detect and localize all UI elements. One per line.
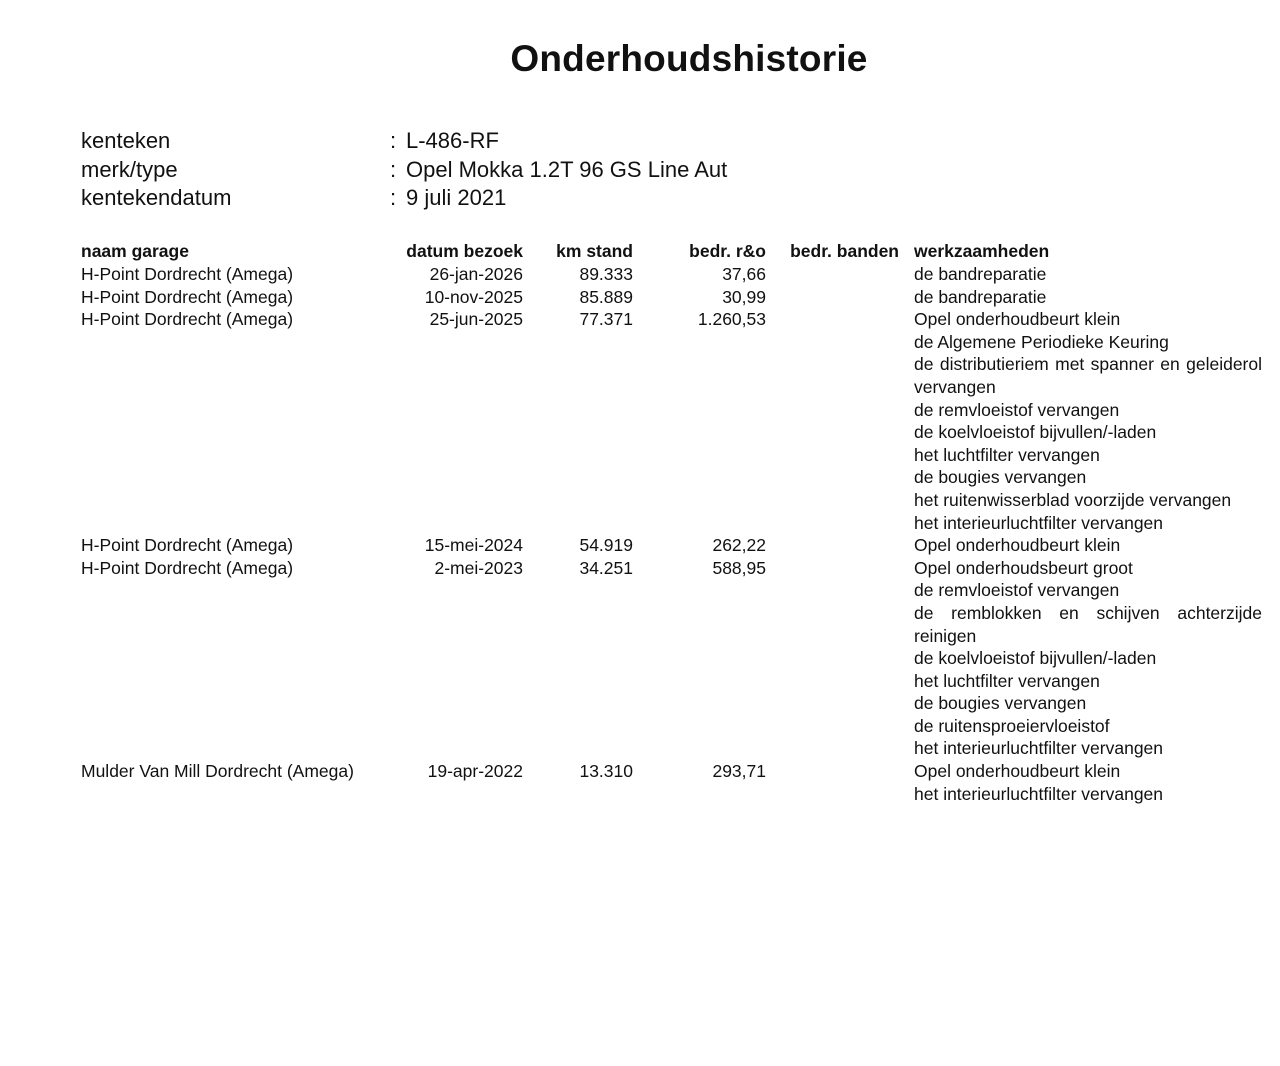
work-list <box>914 263 1262 286</box>
work-item: de bougies vervangen <box>914 693 1087 714</box>
date-cell: 26-jan-2026 <box>429 264 523 284</box>
table-row <box>0 308 1280 534</box>
garage-cell: H-Point Dordrecht (Amega) <box>81 264 294 284</box>
work-item: de remblokken en schijven achterzijde reinigen <box>914 602 1262 646</box>
work-item: de Algemene Periodieke Keuring <box>914 331 1169 352</box>
maintenance-table <box>0 240 1280 805</box>
table-body <box>0 263 1280 805</box>
work-item: Opel onderhoudsbeurt groot <box>914 557 1133 578</box>
work-item: het luchtfilter vervangen <box>914 670 1100 691</box>
work-item: de koelvloeistof bijvullen/-laden <box>914 648 1157 669</box>
header-ro-amount: bedr. r&o <box>689 241 766 261</box>
date-cell: 15-mei-2024 <box>424 535 523 556</box>
work-list <box>914 308 1262 534</box>
model-value: Opel Mokka 1.2T 96 GS Line Aut <box>406 156 728 182</box>
work-item: Opel onderhoudbeurt klein <box>914 761 1121 782</box>
header-date: datum bezoek <box>406 241 523 261</box>
garage-cell: H-Point Dordrecht (Amega) <box>81 309 294 330</box>
ro-amount-cell: 262,22 <box>712 535 766 556</box>
work-item: de distributieriem met spanner en geleiderol vervangen <box>914 354 1262 397</box>
header-work: werkzaamheden <box>914 241 1050 261</box>
work-list <box>914 557 1262 760</box>
header-tyres-amount: bedr. banden <box>790 241 899 261</box>
ro-amount-cell: 1.260,53 <box>697 309 766 330</box>
work-item: het ruitenwisserblad voorzijde vervangen <box>914 489 1232 510</box>
model-label: merk/type <box>81 156 178 182</box>
plate-label: kenteken <box>81 128 171 153</box>
ro-amount-cell: 588,95 <box>712 557 766 578</box>
work-item: de koelvloeistof bijvullen/-laden <box>914 422 1157 443</box>
km-cell: 89.333 <box>579 264 633 284</box>
work-list <box>914 760 1262 805</box>
registration-date-value: 9 juli 2021 <box>406 185 507 210</box>
work-item: de remvloeistof vervangen <box>914 580 1120 601</box>
work-item: het luchtfilter vervangen <box>914 444 1100 465</box>
header-km: km stand <box>556 241 633 261</box>
work-item: de bandreparatie <box>914 286 1047 307</box>
separator: : <box>390 128 397 153</box>
ro-amount-cell: 30,99 <box>722 286 766 307</box>
work-item: Opel onderhoudbeurt klein <box>914 535 1121 556</box>
km-cell: 85.889 <box>579 286 633 307</box>
table-row <box>0 557 1280 760</box>
garage-cell: H-Point Dordrecht (Amega) <box>81 557 294 578</box>
work-item: de bandreparatie <box>914 264 1047 284</box>
date-cell: 10-nov-2025 <box>424 286 523 307</box>
work-item: het interieurluchtfilter vervangen <box>914 783 1164 804</box>
work-item: het interieurluchtfilter vervangen <box>914 738 1164 759</box>
work-item: de remvloeistof vervangen <box>914 399 1120 420</box>
date-cell: 2-mei-2023 <box>434 557 523 578</box>
work-item: Opel onderhoudbeurt klein <box>914 309 1121 330</box>
km-cell: 13.310 <box>579 761 633 782</box>
registration-date-label: kentekendatum <box>81 185 232 210</box>
garage-cell: Mulder Van Mill Dordrecht (Amega) <box>81 761 354 782</box>
work-item: de ruitensproeiervloeistof <box>914 715 1110 736</box>
date-cell: 19-apr-2022 <box>427 761 523 782</box>
km-cell: 54.919 <box>579 535 633 556</box>
header-garage: naam garage <box>81 241 189 261</box>
km-cell: 77.371 <box>579 309 633 330</box>
table-row <box>0 760 1280 805</box>
garage-cell: H-Point Dordrecht (Amega) <box>81 535 294 556</box>
separator: : <box>390 156 397 182</box>
table-row <box>0 534 1280 557</box>
table-header <box>0 240 1280 263</box>
ro-amount-cell: 293,71 <box>712 761 766 782</box>
work-list <box>914 286 1262 309</box>
garage-cell: H-Point Dordrecht (Amega) <box>81 286 294 307</box>
table-row <box>0 286 1280 309</box>
km-cell: 34.251 <box>579 557 633 578</box>
ro-amount-cell: 37,66 <box>722 264 766 284</box>
work-item: het interieurluchtfilter vervangen <box>914 512 1164 533</box>
plate-value: L-486-RF <box>406 128 499 153</box>
date-cell: 25-jun-2025 <box>429 309 523 330</box>
page-title: Onderhoudshistorie <box>510 38 868 79</box>
separator: : <box>390 185 397 210</box>
work-list <box>914 534 1262 557</box>
work-item: de bougies vervangen <box>914 467 1087 488</box>
table-row <box>0 263 1280 286</box>
